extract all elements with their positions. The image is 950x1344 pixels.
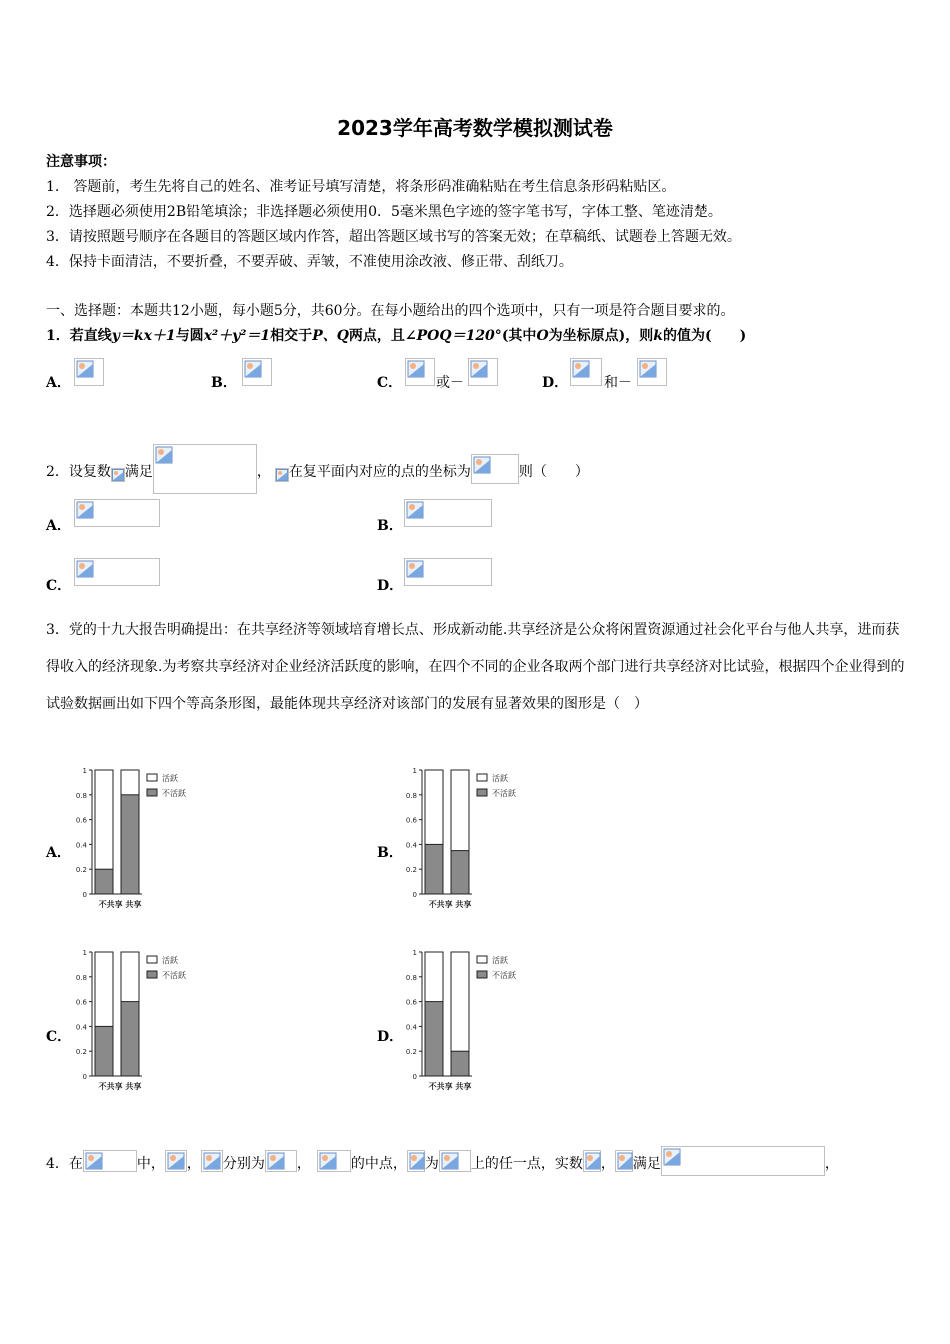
chart-option-c	[70, 944, 220, 1099]
question-1	[46, 326, 746, 346]
broken-image-icon	[267, 1152, 285, 1170]
q2-condition-image	[153, 444, 257, 494]
y-tick-label: 0	[82, 891, 87, 899]
broken-image-icon	[76, 501, 94, 519]
broken-image-icon	[244, 360, 262, 378]
q1-option-d-image-2	[637, 358, 667, 386]
q2-text: ，	[256, 464, 271, 480]
legend-label: 不活跃	[492, 789, 516, 798]
y-tick-label: 1	[412, 767, 417, 775]
broken-image-icon	[470, 360, 488, 378]
note-item: 3．请按照题号顺序在各题目的答题区域内作答，超出答题区域书写的答案无效；在草稿纸、试题卷上答题无效。	[46, 229, 741, 245]
y-tick-label: 0.6	[75, 816, 87, 825]
q2-option-a-image	[74, 499, 160, 527]
q4-text: ，	[296, 1156, 311, 1172]
bar-inactive	[95, 1026, 113, 1076]
q4-inline-image	[583, 1150, 601, 1172]
q4-inline-image	[439, 1150, 471, 1172]
chart-option-d	[400, 944, 550, 1099]
q4-text: 为	[424, 1156, 439, 1172]
bar-inactive	[95, 869, 113, 894]
y-tick-label: 0.2	[75, 1048, 87, 1057]
y-tick-label: 0.6	[75, 998, 87, 1007]
legend-swatch	[477, 789, 487, 796]
note-item: 4．保持卡面清洁，不要折叠，不要弄破、弄皱，不准使用涂改液、修正带、刮纸刀。	[46, 254, 573, 270]
q1-line-equation: y＝kx＋1	[111, 328, 176, 344]
chart-option-b	[400, 762, 550, 917]
q4-condition-image	[661, 1146, 825, 1176]
y-tick-label: 1	[82, 949, 87, 957]
y-tick-label: 0.4	[75, 1023, 87, 1032]
x-axis-label: 不共享 共享	[428, 1082, 472, 1091]
chart-option-a	[70, 762, 220, 917]
broken-image-icon	[572, 360, 590, 378]
q4-inline-image	[165, 1150, 187, 1172]
q3-option-b-label[interactable]: B．	[377, 845, 403, 861]
legend-swatch	[147, 789, 157, 796]
q2-text: 则（ ）	[518, 464, 589, 480]
q1-angle: POQ＝120°	[416, 328, 502, 344]
q3-option-a-label[interactable]: A．	[46, 845, 71, 861]
y-tick-label: 0	[82, 1073, 87, 1081]
q1-circle-equation: x²＋y²＝1	[203, 328, 271, 344]
q1-text: 为坐标原点)，则	[548, 328, 654, 344]
q2-coordinate-image	[471, 454, 519, 484]
broken-image-icon	[85, 1152, 103, 1170]
y-tick-label: 1	[82, 767, 87, 775]
legend-label: 活跃	[492, 774, 508, 783]
broken-image-icon	[76, 560, 94, 578]
q1-option-c-label[interactable]: C．	[377, 375, 403, 391]
y-tick-label: 0.8	[405, 973, 417, 982]
q2-option-d-label[interactable]: D．	[377, 578, 404, 594]
section-heading: 一、选择题：本题共12小题，每小题5分，共60分。在每小题给出的四个选项中，只有一项是符合题目要求的。	[46, 303, 735, 319]
q1-option-c-connector: 或－	[436, 375, 464, 391]
q1-option-b-label[interactable]: B．	[211, 375, 237, 391]
y-tick-label: 0.4	[405, 841, 417, 850]
q1-option-a-label[interactable]: A．	[46, 375, 71, 391]
q1-origin: O	[536, 328, 549, 344]
legend-swatch	[147, 971, 157, 978]
q3-option-d-label[interactable]: D．	[377, 1029, 404, 1045]
q1-k: k	[653, 328, 663, 344]
bar-inactive	[425, 844, 443, 894]
broken-image-icon	[473, 456, 491, 474]
y-tick-label: 0.2	[405, 1048, 417, 1057]
y-tick-label: 0.4	[75, 841, 87, 850]
broken-image-icon	[585, 1152, 601, 1170]
note-item: 1. 答题前，考生先将自己的姓名、准考证号填写清楚，将条形码准确粘贴在考生信息条形码粘贴区。	[46, 179, 676, 195]
q4-inline-image	[615, 1150, 633, 1172]
q1-text: 1．若直线	[46, 328, 112, 344]
x-axis-label: 不共享 共享	[98, 1082, 142, 1091]
broken-image-icon	[409, 1152, 425, 1170]
q1-points: P、Q	[312, 328, 349, 344]
y-tick-label: 0.8	[75, 791, 87, 800]
legend-swatch	[477, 774, 487, 781]
legend-label: 活跃	[492, 956, 508, 965]
q1-text: 相交于	[270, 328, 313, 344]
bar-inactive	[121, 795, 139, 894]
y-tick-label: 0.2	[405, 866, 417, 875]
q2-option-b-image	[404, 499, 492, 527]
y-tick-label: 1	[412, 949, 417, 957]
x-axis-label: 不共享 共享	[428, 900, 472, 909]
y-tick-label: 0.2	[75, 866, 87, 875]
question-4	[46, 1146, 839, 1176]
legend-swatch	[147, 774, 157, 781]
y-tick-label: 0.6	[405, 816, 417, 825]
q2-option-c-label[interactable]: C．	[46, 578, 72, 594]
q1-text: (其中	[501, 328, 537, 344]
q2-option-b-label[interactable]: B．	[377, 518, 403, 534]
legend-label: 活跃	[162, 774, 178, 783]
q2-text: 在复平面内对应的点的坐标为	[288, 464, 471, 480]
q1-option-a-image	[74, 358, 104, 386]
note-item: 2．选择题必须使用2B铅笔填涂；非选择题必须使用0．5毫米黑色字迹的签字笔书写，字体工整、笔迹清楚。	[46, 204, 722, 220]
q4-inline-image	[201, 1150, 223, 1172]
q1-text: 与圆	[175, 328, 204, 344]
q4-text: 4．在	[46, 1156, 83, 1172]
broken-image-icon	[203, 1152, 221, 1170]
q1-option-b-image	[242, 358, 272, 386]
y-tick-label: 0	[412, 1073, 417, 1081]
q1-option-d-image-1	[570, 358, 602, 386]
q2-text: 满足	[124, 464, 153, 480]
broken-image-icon	[112, 469, 124, 481]
q1-text: 的值为( )	[662, 328, 747, 344]
broken-image-icon	[407, 360, 425, 378]
q4-inline-image	[317, 1150, 351, 1172]
y-tick-label: 0.6	[405, 998, 417, 1007]
x-axis-label: 不共享 共享	[98, 900, 142, 909]
q2-inline-image	[275, 468, 289, 482]
legend-swatch	[477, 956, 487, 963]
broken-image-icon	[319, 1152, 337, 1170]
broken-image-icon	[663, 1148, 681, 1166]
q4-inline-image	[265, 1150, 297, 1172]
legend-label: 不活跃	[162, 789, 186, 798]
broken-image-icon	[406, 560, 424, 578]
q2-text: 2．设复数	[46, 464, 111, 480]
q4-text: ，	[824, 1156, 839, 1172]
y-tick-label: 0.8	[405, 791, 417, 800]
bar-inactive	[425, 1002, 443, 1076]
question-3: 3．党的十九大报告明确提出：在共享经济等领域培育增长点、形成新动能.共享经济是公众将闲置资源通过社会化平台与他人共享，进而获得收入的经济现象.为考察共享经济对企业经济活跃度的影响，在四个不同的企业各取两个部门进行共享经济对比试验，根据四个企业得到的试验数据画出如下四个等高条形图，最能体现共享经济对该部门的发展有显著效果的图形是（ ）	[46, 622, 905, 712]
bar-inactive	[121, 1002, 139, 1076]
y-tick-label: 0	[412, 891, 417, 899]
broken-image-icon	[76, 360, 94, 378]
q1-option-d-connector: 和－	[604, 375, 632, 391]
y-tick-label: 0.8	[75, 973, 87, 982]
legend-label: 不活跃	[492, 971, 516, 980]
q1-option-d-label[interactable]: D．	[542, 375, 569, 391]
legend-swatch	[147, 956, 157, 963]
q1-option-c-image-2	[468, 358, 498, 386]
q1-text: 两点，且∠	[348, 328, 417, 344]
notes-heading: 注意事项：	[46, 154, 116, 170]
q4-text: 分别为	[222, 1156, 265, 1172]
broken-image-icon	[155, 446, 173, 464]
legend-swatch	[477, 971, 487, 978]
broken-image-icon	[617, 1152, 633, 1170]
q4-text: ，	[600, 1156, 615, 1172]
q2-option-a-label[interactable]: A．	[46, 518, 71, 534]
question-2	[46, 444, 589, 494]
q1-option-c-image-1	[405, 358, 435, 386]
q4-triangle-image	[83, 1150, 137, 1172]
broken-image-icon	[639, 360, 657, 378]
q4-text: 上的任一点，实数	[470, 1156, 583, 1172]
q4-text: 中，	[136, 1156, 165, 1172]
q3-option-c-label[interactable]: C．	[46, 1029, 72, 1045]
q4-text: 的中点，	[350, 1156, 407, 1172]
bar-inactive	[451, 851, 469, 894]
q4-text: 满足	[632, 1156, 661, 1172]
broken-image-icon	[406, 501, 424, 519]
q2-option-d-image	[404, 558, 492, 586]
bar-inactive	[451, 1051, 469, 1076]
legend-label: 不活跃	[162, 971, 186, 980]
q4-inline-image	[407, 1150, 425, 1172]
broken-image-icon	[167, 1152, 185, 1170]
q4-text: ，	[186, 1156, 201, 1172]
page-title: 2023学年高考数学模拟测试卷	[337, 116, 613, 140]
q2-option-c-image	[74, 558, 160, 586]
q2-inline-image	[111, 468, 125, 482]
broken-image-icon	[441, 1152, 459, 1170]
legend-label: 活跃	[162, 956, 178, 965]
broken-image-icon	[276, 469, 288, 481]
y-tick-label: 0.4	[405, 1023, 417, 1032]
